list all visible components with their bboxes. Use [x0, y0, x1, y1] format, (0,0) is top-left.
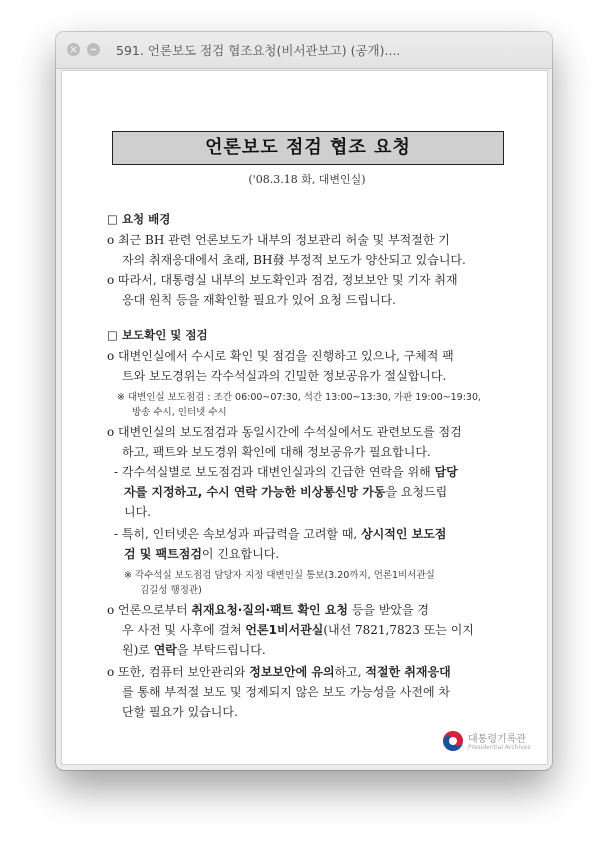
minimize-button[interactable]: [87, 43, 100, 56]
note-line: 방송 수시, 인터넷 수시: [132, 407, 227, 418]
title-bar: [56, 32, 552, 69]
body-line: 자의 취재응대에서 초래, BH發 부정적 보도가 양산되고 있습니다.: [122, 253, 466, 267]
logo-text-kr: 대통령기록관: [468, 734, 526, 745]
body-line: o 최근 BH 관련 언론보도가 내부의 정보관리 허술 및 부적절한 기: [107, 233, 450, 247]
body-line: 응대 원칙 등을 재확인할 필요가 있어 요청 드립니다.: [122, 293, 396, 307]
body-line: 니다.: [124, 505, 151, 519]
body-line: 단할 필요가 있습니다.: [122, 705, 238, 719]
document-title: 언론보도 점검 협조 요청: [112, 131, 504, 165]
body-line: 원)로 연락을 부탁드립니다.: [122, 643, 266, 657]
section-heading: □ 요청 배경: [107, 212, 171, 226]
document-date: ('08.3.18 화, 대변인실): [248, 173, 366, 186]
body-line: 우 사전 및 사후에 걸쳐 언론1비서관실(내선 7821,7823 또는 이지: [122, 623, 474, 637]
window-title: 591. 언론보도 점검 협조요청(비서관보고) (공개)....: [116, 43, 401, 58]
body-line: o 언론으로부터 취재요청·질의·팩트 확인 요청 등을 받았을 경: [107, 603, 430, 617]
body-line: o 따라서, 대통령실 내부의 보도확인과 점검, 정보보안 및 기자 취재: [107, 273, 458, 287]
archives-logo: [442, 727, 542, 755]
body-line: - 특히, 인터넷은 속보성과 파급력을 고려할 때, 상시적인 보도점: [114, 527, 447, 541]
document-body: [62, 71, 547, 764]
minimize-icon: [90, 46, 97, 53]
body-line: o 또한, 컴퓨터 보안관리와 정보보안에 유의하고, 적절한 취재응대: [107, 665, 451, 679]
document-viewer-window: [56, 32, 552, 770]
close-button[interactable]: [67, 43, 80, 56]
body-line: 를 통해 부적절 보도 및 정제되지 않은 보도 가능성을 사전에 차: [122, 685, 450, 699]
close-icon: [70, 46, 77, 53]
body-line: o 대변인실의 보도점검과 동일시간에 수석실에서도 관련보도를 점검: [107, 425, 462, 439]
note-line: 김길성 행정관): [140, 585, 202, 596]
body-line: o 대변인실에서 수시로 확인 및 점검을 진행하고 있으나, 구체적 팩: [107, 349, 454, 363]
body-line: - 각수석실별로 보도점검과 대변인실과의 긴급한 연락을 위해 담당: [114, 465, 458, 479]
logo-text-en: Presidential Archives: [468, 744, 531, 751]
body-line: 트와 보도경위는 각수석실과의 긴밀한 정보공유가 절실합니다.: [122, 369, 447, 383]
document-page: [61, 70, 548, 765]
note-line: ※ 각수석실 보도점검 담당자 지정 대변인실 통보(3.20까지, 언론1비서관실: [124, 570, 435, 581]
body-line: 검 및 팩트점검이 긴요합니다.: [124, 547, 280, 561]
note-line: ※ 대변인실 보도점검 : 조간 06:00~07:30, 석간 13:00~13:30, 가판 19:00~19:30,: [117, 392, 482, 403]
body-line: 하고, 팩트와 보도경위 확인에 대해 정보공유가 필요합니다.: [122, 445, 431, 459]
body-line: 자를 지정하고, 수시 연락 가능한 비상통신망 가동을 요청드립: [124, 485, 448, 499]
section-heading: □ 보도확인 및 점검: [107, 328, 208, 342]
taegeuk-logo-icon: [442, 730, 464, 752]
